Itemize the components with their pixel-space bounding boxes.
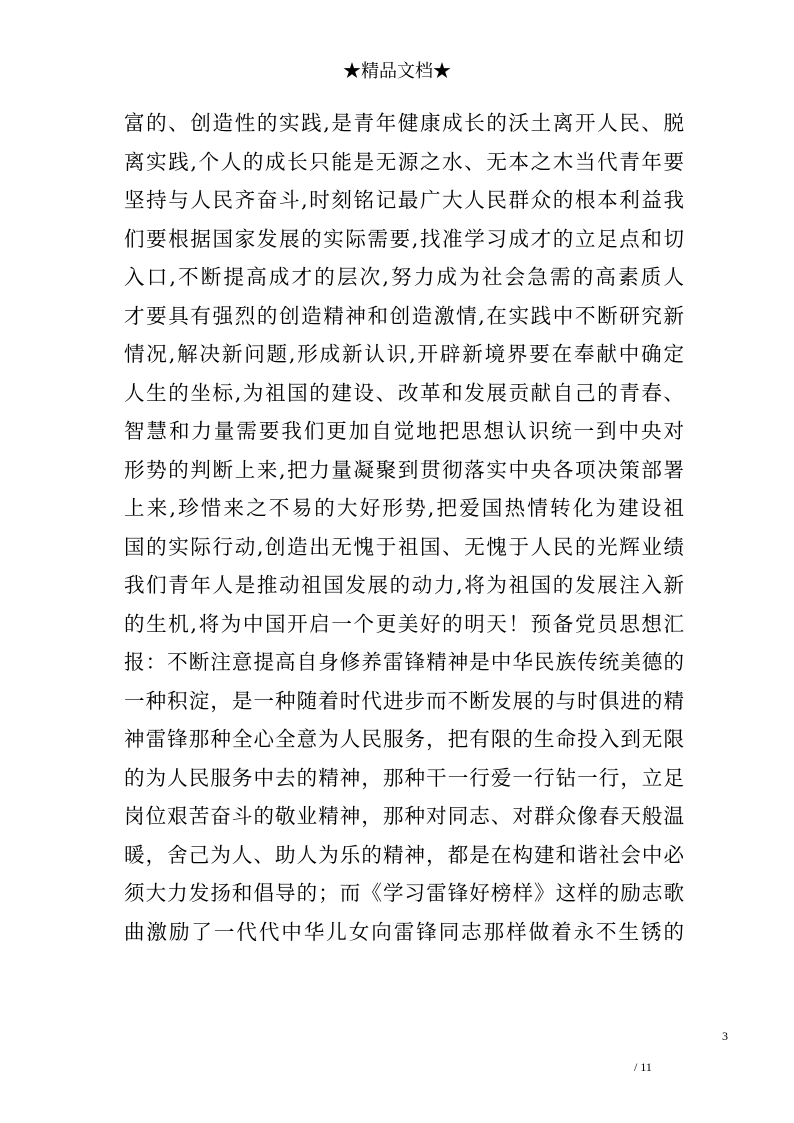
body-line: 国的实际行动,创造出无愧于祖国、无愧于人民的光辉业绩	[124, 534, 684, 559]
body-line: 岗位艰苦奋斗的敬业精神，那种对同志、对群众像春天般温	[124, 804, 684, 828]
body-line: 才要具有强烈的创造精神和创造激情,在实践中不断研究新	[124, 303, 684, 328]
body-line: 上来,珍惜来之不易的大好形势,把爱国热情转化为建设祖	[124, 496, 684, 520]
body-line: 的为人民服务中去的精神，那种干一行爱一行钻一行，立足	[124, 765, 684, 790]
body-line: 情况,解决新问题,形成新认识,开辟新境界要在奉献中确定	[124, 342, 684, 366]
body-line: 神雷锋那种全心全意为人民服务，把有限的生命投入到无限	[124, 727, 684, 751]
document-body	[124, 104, 684, 951]
body-line: 智慧和力量需要我们更加自觉地把思想认识统一到中央对	[124, 419, 684, 443]
body-line: 形势的判断上来,把力量凝聚到贯彻落实中央各项决策部署	[124, 457, 684, 482]
body-line: 一种积淀，是一种随着时代进步而不断发展的与时俱进的精	[124, 688, 684, 713]
body-line: 离实践,个人的成长只能是无源之水、无本之木当代青年要	[124, 149, 684, 174]
body-line: 坚持与人民齐奋斗,时刻铭记最广大人民群众的根本利益我	[124, 188, 684, 212]
page-total: / 11	[634, 1060, 652, 1074]
body-line: 人生的坐标,为祖国的建设、改革和发展贡献自己的青春、	[124, 380, 684, 405]
body-line: 的生机,将为中国开启一个更美好的明天！预备党员思想汇	[124, 611, 684, 636]
document-header-title: ★精品文档★	[343, 61, 451, 82]
body-line: 入口,不断提高成才的层次,努力成为社会急需的高素质人	[124, 265, 684, 289]
body-line: 暖，舍己为人、助人为乐的精神，都是在构建和谐社会中必	[124, 842, 684, 867]
page-number: 3	[722, 1029, 728, 1043]
body-line: 报：不断注意提高自身修养雷锋精神是中华民族传统美德的	[124, 650, 684, 674]
body-line: 富的、创造性的实践,是青年健康成长的沃土离开人民、脱	[124, 111, 684, 135]
body-line: 须大力发扬和倡导的；而《学习雷锋好榜样》这样的励志歌	[124, 881, 684, 905]
body-line: 我们青年人是推动祖国发展的动力,将为祖国的发展注入新	[124, 573, 684, 597]
body-line: 曲激励了一代代中华儿女向雷锋同志那样做着永不生锈的	[124, 919, 684, 944]
body-line: 们要根据国家发展的实际需要,找准学习成才的立足点和切	[124, 226, 684, 251]
